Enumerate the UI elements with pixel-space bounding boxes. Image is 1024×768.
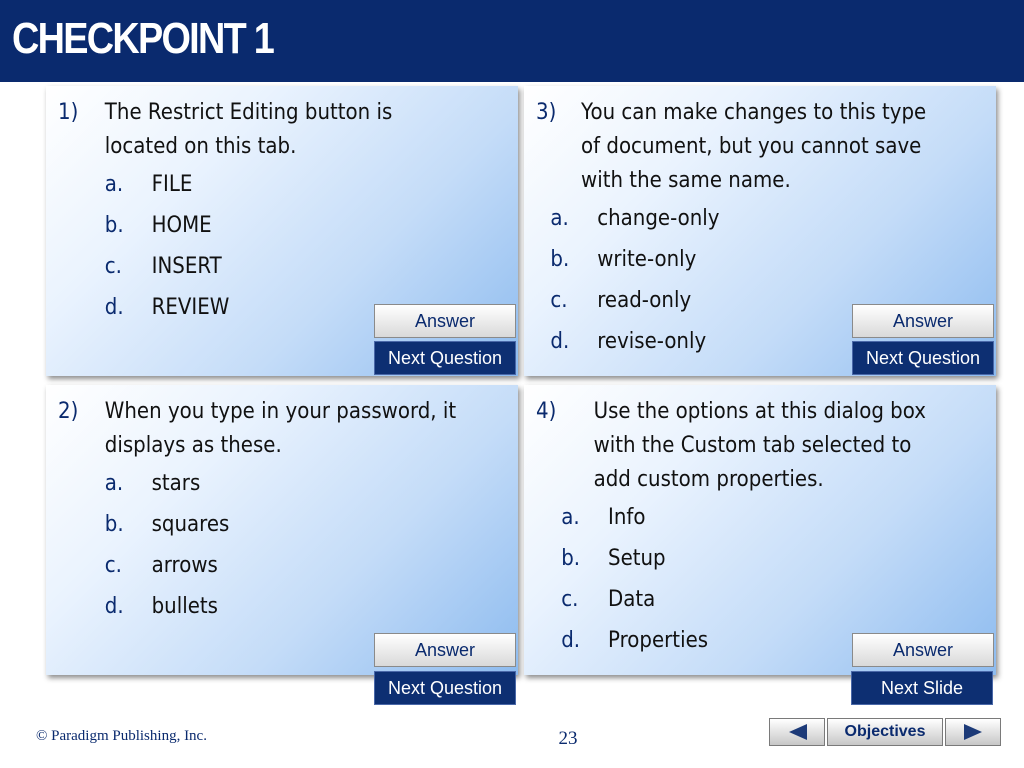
next-slide-button[interactable]: Next Slide <box>851 671 993 705</box>
question-text: Use the options at this dialog box with the Custom tab selected to add custom properties. <box>593 399 926 492</box>
option-item <box>105 469 460 510</box>
option-text: REVIEW <box>151 295 230 320</box>
next-question-button[interactable]: Next Question <box>374 341 516 375</box>
option-letter: c. <box>561 587 579 612</box>
question-panel-1 <box>46 86 518 376</box>
triangle-right-icon <box>964 724 982 740</box>
next-question-button[interactable]: Next Question <box>374 671 516 705</box>
option-text: HOME <box>151 213 212 238</box>
objectives-button[interactable]: Objectives <box>827 718 943 746</box>
option-text: FILE <box>151 172 193 197</box>
copyright-text: © Paradigm Publishing, Inc. <box>36 728 207 744</box>
option-item <box>105 510 460 551</box>
option-text: INSERT <box>151 254 222 279</box>
option-text: Info <box>608 505 646 530</box>
option-text: bullets <box>151 594 218 619</box>
page-number: 23 <box>558 728 578 749</box>
question-number: 4) <box>536 399 557 424</box>
slide-header <box>0 0 1024 82</box>
option-text: read-only <box>597 288 692 313</box>
answer-button[interactable]: Answer <box>374 304 516 338</box>
question-text: You can make changes to this type of document, but you cannot save with the same name. <box>581 100 927 193</box>
answer-button[interactable]: Answer <box>852 633 994 667</box>
option-item <box>105 170 460 211</box>
option-letter: a. <box>104 172 124 197</box>
option-item <box>561 544 937 585</box>
next-slide-nav-button[interactable] <box>945 718 1001 746</box>
question-number: 2) <box>58 399 79 424</box>
option-letter: b. <box>561 546 581 571</box>
option-item <box>550 204 937 245</box>
option-list <box>58 469 459 633</box>
option-item <box>561 585 937 626</box>
option-letter: a. <box>550 206 569 231</box>
answer-button[interactable]: Answer <box>852 304 994 338</box>
option-letter: b. <box>104 213 124 238</box>
option-letter: b. <box>104 512 124 537</box>
question-text: When you type in your password, it displays as these. <box>104 399 457 458</box>
option-letter: c. <box>104 553 122 578</box>
option-text: Properties <box>608 628 709 653</box>
option-letter: a. <box>561 505 580 530</box>
option-text: Setup <box>608 546 666 571</box>
option-text: squares <box>151 512 230 537</box>
option-item <box>105 252 460 293</box>
option-text: arrows <box>151 553 218 578</box>
option-text: stars <box>151 471 201 496</box>
previous-slide-button[interactable] <box>769 718 825 746</box>
question-number: 3) <box>536 100 557 125</box>
option-text: revise-only <box>597 329 707 354</box>
option-letter: c. <box>550 288 568 313</box>
next-question-button[interactable]: Next Question <box>852 341 994 375</box>
question-text: The Restrict Editing button is located on this tab. <box>104 100 393 159</box>
option-text: Data <box>608 587 656 612</box>
question-panel-2 <box>46 385 518 675</box>
option-letter: d. <box>550 329 570 354</box>
option-item <box>550 245 937 286</box>
option-letter: d. <box>104 295 124 320</box>
slide-title: CHECKPOINT 1 <box>12 14 274 63</box>
question-panel-3 <box>524 86 996 376</box>
option-letter: d. <box>104 594 124 619</box>
question-number: 1) <box>58 100 79 125</box>
option-item <box>561 503 937 544</box>
question-panel-4 <box>524 385 996 675</box>
option-letter: a. <box>104 471 124 496</box>
option-item <box>105 211 460 252</box>
option-letter: d. <box>561 628 581 653</box>
option-text: change-only <box>597 206 720 231</box>
slide-navigation <box>769 718 1001 748</box>
option-text: write-only <box>597 247 697 272</box>
option-item <box>105 592 460 633</box>
triangle-left-icon <box>789 724 807 740</box>
answer-button[interactable]: Answer <box>374 633 516 667</box>
option-letter: b. <box>550 247 570 272</box>
option-item <box>105 551 460 592</box>
option-letter: c. <box>104 254 122 279</box>
